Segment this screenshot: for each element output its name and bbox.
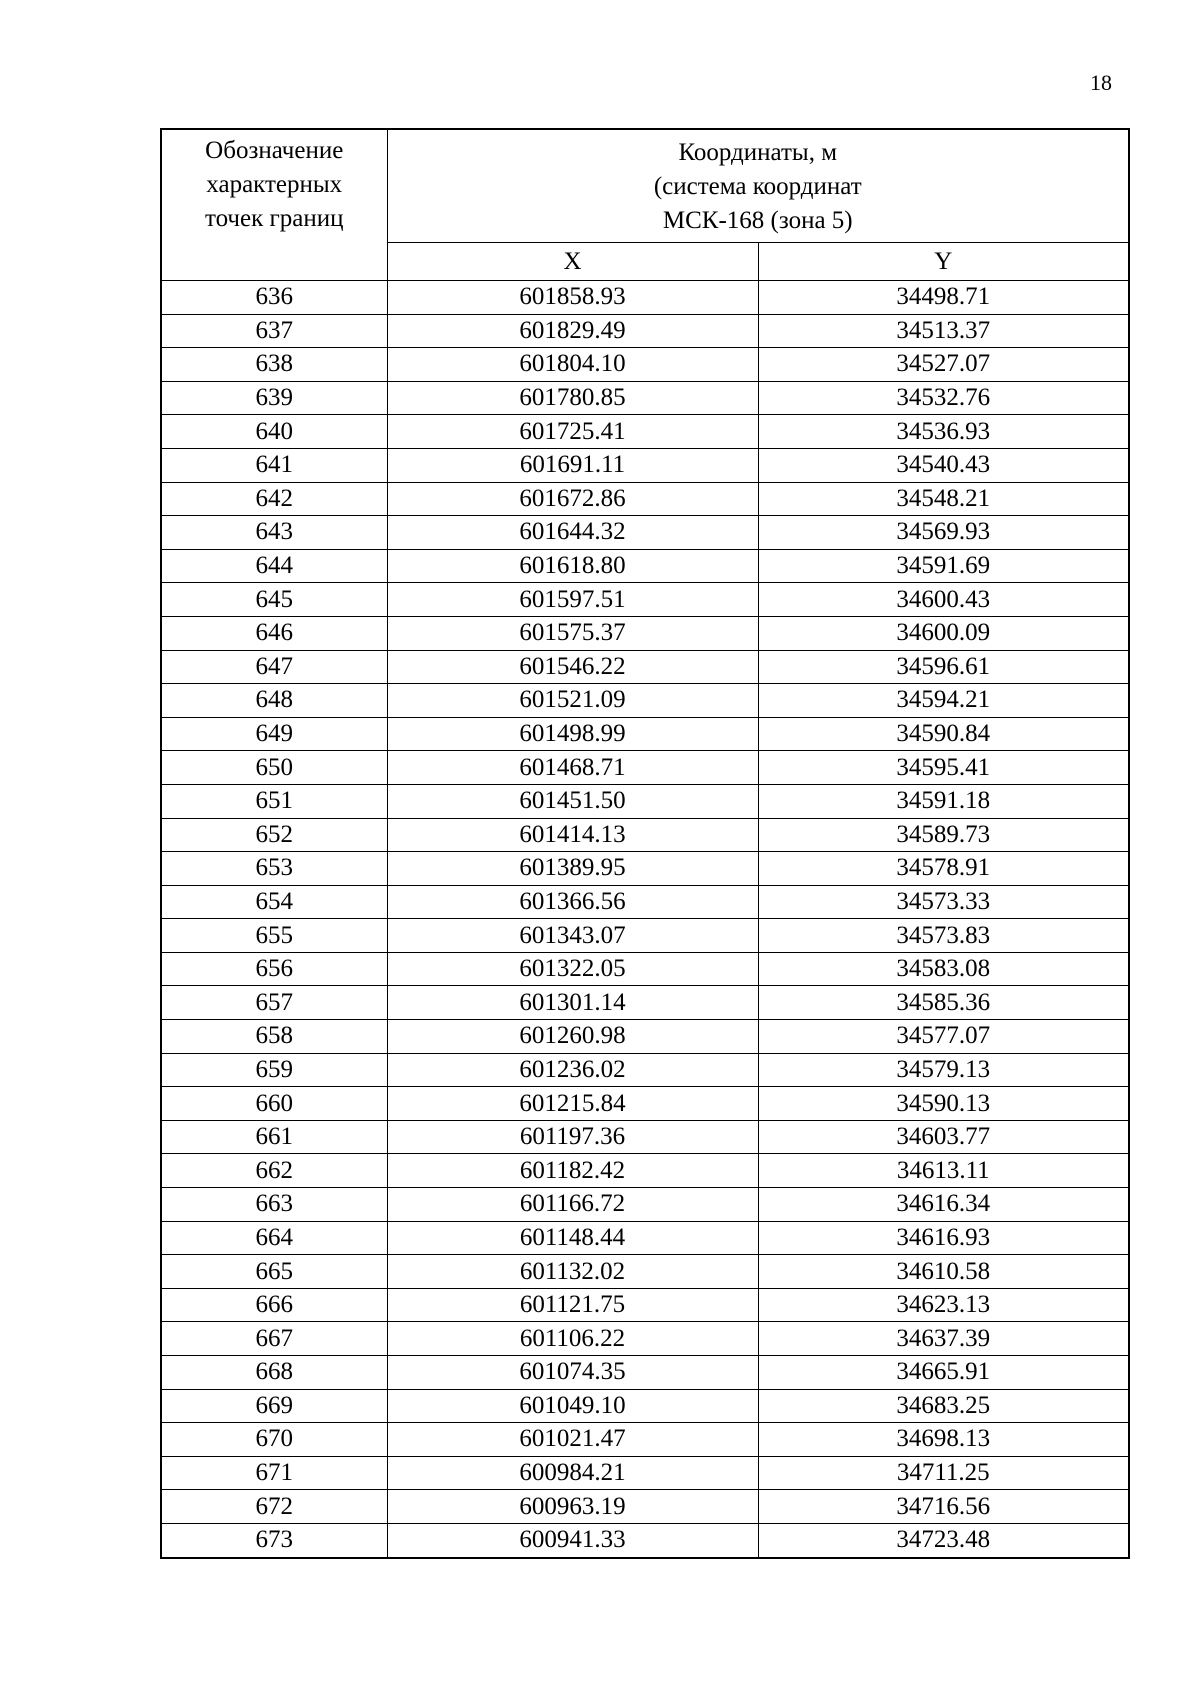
point-number-cell: 660 xyxy=(161,1087,387,1121)
x-coordinate-cell: 601672.86 xyxy=(387,482,758,516)
y-coordinate-cell: 34585.36 xyxy=(758,986,1129,1020)
y-coordinate-cell: 34610.58 xyxy=(758,1255,1129,1289)
table-row xyxy=(161,1154,1129,1188)
point-number-cell: 672 xyxy=(161,1490,387,1524)
table-row xyxy=(161,1020,1129,1054)
y-coordinate-cell: 34590.13 xyxy=(758,1087,1129,1121)
point-number-cell: 652 xyxy=(161,818,387,852)
table-row xyxy=(161,415,1129,449)
x-coordinate-cell: 601691.11 xyxy=(387,448,758,482)
point-number-cell: 670 xyxy=(161,1423,387,1457)
x-coordinate-cell: 601343.07 xyxy=(387,919,758,953)
point-number-cell: 644 xyxy=(161,549,387,583)
table-row xyxy=(161,448,1129,482)
x-coordinate-cell: 601166.72 xyxy=(387,1188,758,1222)
table-row xyxy=(161,1389,1129,1423)
y-coordinate-cell: 34498.71 xyxy=(758,281,1129,315)
y-coordinate-cell: 34590.84 xyxy=(758,717,1129,751)
table-row xyxy=(161,1456,1129,1490)
x-coordinate-cell: 601597.51 xyxy=(387,583,758,617)
x-coordinate-cell: 600963.19 xyxy=(387,1490,758,1524)
y-coordinate-cell: 34600.43 xyxy=(758,583,1129,617)
point-number-cell: 645 xyxy=(161,583,387,617)
point-number-cell: 639 xyxy=(161,381,387,415)
y-coordinate-cell: 34573.83 xyxy=(758,919,1129,953)
point-header-line-2: характерных xyxy=(206,171,343,198)
table-row xyxy=(161,717,1129,751)
y-coordinate-cell: 34527.07 xyxy=(758,348,1129,382)
x-coordinate-cell: 601858.93 xyxy=(387,281,758,315)
table-row xyxy=(161,1490,1129,1524)
x-coordinate-cell: 601575.37 xyxy=(387,616,758,650)
table-row xyxy=(161,1255,1129,1289)
y-coordinate-cell: 34600.09 xyxy=(758,616,1129,650)
table-row xyxy=(161,1423,1129,1457)
point-number-cell: 640 xyxy=(161,415,387,449)
x-coordinate-cell: 601215.84 xyxy=(387,1087,758,1121)
x-coordinate-cell: 601132.02 xyxy=(387,1255,758,1289)
y-coordinate-cell: 34616.93 xyxy=(758,1221,1129,1255)
table-row xyxy=(161,684,1129,718)
x-coordinate-cell: 601049.10 xyxy=(387,1389,758,1423)
y-coordinate-cell: 34683.25 xyxy=(758,1389,1129,1423)
table-row xyxy=(161,1188,1129,1222)
coords-header-line-3: МСК-168 (зона 5) xyxy=(662,207,853,234)
y-coordinate-cell: 34591.18 xyxy=(758,784,1129,818)
x-coordinate-cell: 601725.41 xyxy=(387,415,758,449)
point-number-cell: 662 xyxy=(161,1154,387,1188)
table-row xyxy=(161,818,1129,852)
coordinates-table xyxy=(160,128,1130,1559)
x-coordinate-cell: 601644.32 xyxy=(387,516,758,550)
table-row xyxy=(161,616,1129,650)
table-row xyxy=(161,381,1129,415)
table-row xyxy=(161,1053,1129,1087)
table-row xyxy=(161,1322,1129,1356)
x-coordinate-cell: 601236.02 xyxy=(387,1053,758,1087)
x-coordinate-cell: 601021.47 xyxy=(387,1423,758,1457)
x-coordinate-cell: 601322.05 xyxy=(387,952,758,986)
table-row xyxy=(161,751,1129,785)
table-row xyxy=(161,281,1129,315)
x-coordinate-cell: 601451.50 xyxy=(387,784,758,818)
y-coordinate-cell: 34595.41 xyxy=(758,751,1129,785)
y-coordinate-cell: 34536.93 xyxy=(758,415,1129,449)
x-coordinate-cell: 601804.10 xyxy=(387,348,758,382)
y-coordinate-cell: 34723.48 xyxy=(758,1523,1129,1557)
table-row xyxy=(161,952,1129,986)
table-row xyxy=(161,1523,1129,1557)
point-number-cell: 658 xyxy=(161,1020,387,1054)
point-number-cell: 643 xyxy=(161,516,387,550)
table-row xyxy=(161,348,1129,382)
point-number-cell: 638 xyxy=(161,348,387,382)
coords-header-line-2: (система координат xyxy=(653,173,862,200)
y-coordinate-cell: 34540.43 xyxy=(758,448,1129,482)
point-number-cell: 671 xyxy=(161,1456,387,1490)
x-coordinate-cell: 601829.49 xyxy=(387,314,758,348)
point-number-cell: 642 xyxy=(161,482,387,516)
table-row xyxy=(161,852,1129,886)
coords-header-line-1: Координаты, м xyxy=(678,139,838,166)
x-coordinate-cell: 601148.44 xyxy=(387,1221,758,1255)
point-number-cell: 657 xyxy=(161,986,387,1020)
point-number-cell: 650 xyxy=(161,751,387,785)
y-coordinate-cell: 34513.37 xyxy=(758,314,1129,348)
table-row xyxy=(161,1288,1129,1322)
table-row xyxy=(161,1221,1129,1255)
coordinates-header xyxy=(387,129,1129,243)
x-coordinate-cell: 601366.56 xyxy=(387,885,758,919)
table-row xyxy=(161,784,1129,818)
point-number-cell: 648 xyxy=(161,684,387,718)
table-row xyxy=(161,549,1129,583)
point-number-cell: 636 xyxy=(161,281,387,315)
x-column-header: X xyxy=(387,243,758,281)
point-number-cell: 668 xyxy=(161,1356,387,1390)
y-coordinate-cell: 34532.76 xyxy=(758,381,1129,415)
point-number-cell: 663 xyxy=(161,1188,387,1222)
x-coordinate-cell: 601260.98 xyxy=(387,1020,758,1054)
point-number-cell: 661 xyxy=(161,1120,387,1154)
point-designation-header xyxy=(161,129,387,281)
x-coordinate-cell: 601780.85 xyxy=(387,381,758,415)
y-coordinate-cell: 34573.33 xyxy=(758,885,1129,919)
table-row xyxy=(161,1120,1129,1154)
table-row xyxy=(161,986,1129,1020)
y-coordinate-cell: 34589.73 xyxy=(758,818,1129,852)
y-coordinate-cell: 34583.08 xyxy=(758,952,1129,986)
point-header-line-1: Обозначение xyxy=(205,137,344,164)
point-number-cell: 641 xyxy=(161,448,387,482)
table-row xyxy=(161,583,1129,617)
x-coordinate-cell: 601468.71 xyxy=(387,751,758,785)
x-coordinate-cell: 601414.13 xyxy=(387,818,758,852)
x-coordinate-cell: 601546.22 xyxy=(387,650,758,684)
point-number-cell: 673 xyxy=(161,1523,387,1557)
y-coordinate-cell: 34711.25 xyxy=(758,1456,1129,1490)
x-coordinate-cell: 601182.42 xyxy=(387,1154,758,1188)
table-row xyxy=(161,1087,1129,1121)
y-coordinate-cell: 34616.34 xyxy=(758,1188,1129,1222)
y-coordinate-cell: 34579.13 xyxy=(758,1053,1129,1087)
y-coordinate-cell: 34603.77 xyxy=(758,1120,1129,1154)
point-header-line-3: точек границ xyxy=(204,205,344,232)
x-coordinate-cell: 601197.36 xyxy=(387,1120,758,1154)
x-coordinate-cell: 600941.33 xyxy=(387,1523,758,1557)
point-number-cell: 646 xyxy=(161,616,387,650)
table-row xyxy=(161,482,1129,516)
x-coordinate-cell: 601498.99 xyxy=(387,717,758,751)
y-coordinate-cell: 34716.56 xyxy=(758,1490,1129,1524)
x-coordinate-cell: 601389.95 xyxy=(387,852,758,886)
point-number-cell: 651 xyxy=(161,784,387,818)
y-coordinate-cell: 34591.69 xyxy=(758,549,1129,583)
y-coordinate-cell: 34569.93 xyxy=(758,516,1129,550)
point-number-cell: 653 xyxy=(161,852,387,886)
x-coordinate-cell: 600984.21 xyxy=(387,1456,758,1490)
header-row-top xyxy=(161,129,1129,243)
x-coordinate-cell: 601618.80 xyxy=(387,549,758,583)
x-coordinate-cell: 601106.22 xyxy=(387,1322,758,1356)
x-coordinate-cell: 601074.35 xyxy=(387,1356,758,1390)
point-number-cell: 647 xyxy=(161,650,387,684)
table-row xyxy=(161,885,1129,919)
point-number-cell: 659 xyxy=(161,1053,387,1087)
y-coordinate-cell: 34596.61 xyxy=(758,650,1129,684)
point-number-cell: 666 xyxy=(161,1288,387,1322)
y-coordinate-cell: 34665.91 xyxy=(758,1356,1129,1390)
y-coordinate-cell: 34548.21 xyxy=(758,482,1129,516)
y-coordinate-cell: 34594.21 xyxy=(758,684,1129,718)
y-coordinate-cell: 34577.07 xyxy=(758,1020,1129,1054)
table-header xyxy=(161,129,1129,281)
table-row xyxy=(161,1356,1129,1390)
y-coordinate-cell: 34698.13 xyxy=(758,1423,1129,1457)
y-coordinate-cell: 34623.13 xyxy=(758,1288,1129,1322)
y-coordinate-cell: 34613.11 xyxy=(758,1154,1129,1188)
point-number-cell: 664 xyxy=(161,1221,387,1255)
table-row xyxy=(161,650,1129,684)
point-number-cell: 655 xyxy=(161,919,387,953)
point-number-cell: 637 xyxy=(161,314,387,348)
point-number-cell: 667 xyxy=(161,1322,387,1356)
y-coordinate-cell: 34637.39 xyxy=(758,1322,1129,1356)
x-coordinate-cell: 601121.75 xyxy=(387,1288,758,1322)
point-number-cell: 649 xyxy=(161,717,387,751)
point-number-cell: 665 xyxy=(161,1255,387,1289)
point-number-cell: 654 xyxy=(161,885,387,919)
x-coordinate-cell: 601521.09 xyxy=(387,684,758,718)
y-coordinate-cell: 34578.91 xyxy=(758,852,1129,886)
x-coordinate-cell: 601301.14 xyxy=(387,986,758,1020)
y-column-header: Y xyxy=(758,243,1129,281)
table-body xyxy=(161,281,1129,1558)
page-number: 18 xyxy=(1090,70,1112,95)
point-number-cell: 656 xyxy=(161,952,387,986)
table-row xyxy=(161,516,1129,550)
point-number-cell: 669 xyxy=(161,1389,387,1423)
table-row xyxy=(161,314,1129,348)
table-row xyxy=(161,919,1129,953)
